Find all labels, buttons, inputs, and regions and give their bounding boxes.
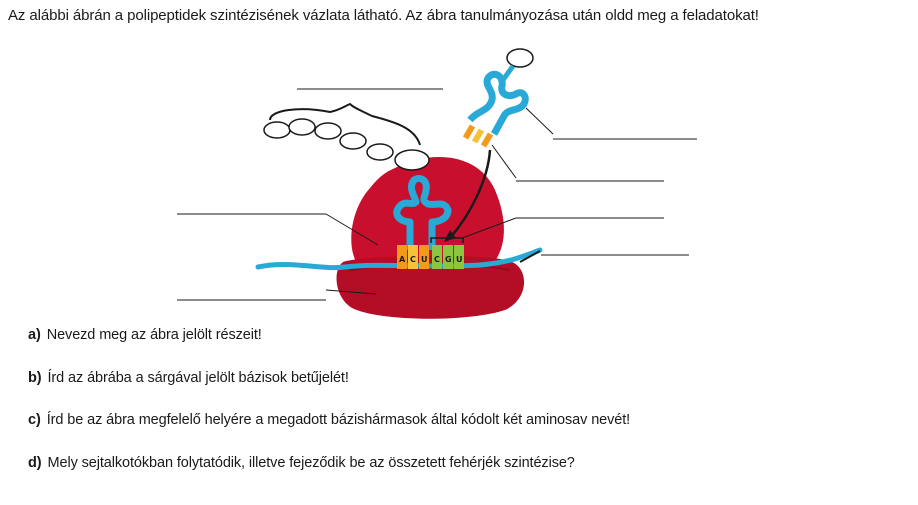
question-b: b) Írd az ábrába a sárgával jelölt bázisok betűjelét! <box>28 370 349 386</box>
codon-left <box>397 245 429 269</box>
incoming-trna <box>463 49 533 148</box>
question-c: c) Írd be az ábra megfelelő helyére a megadott bázishármasok által kódolt két aminosav nevét! <box>28 412 631 428</box>
codon-right-base-3: U <box>456 255 463 264</box>
codon-left-base-1: A <box>399 255 406 264</box>
codon-right <box>432 245 464 269</box>
codon-right-base-2: G <box>445 255 452 264</box>
codon-left-base-2: C <box>410 255 416 264</box>
codon-right-base-1: C <box>434 255 440 264</box>
intro-text: Az alábbi ábrán a polipeptidek szintézisének vázlata látható. Az ábra tanulmányozása után oldd meg a feladatokat! <box>8 7 759 24</box>
codon-left-base-3: U <box>421 255 428 264</box>
question-d: d) Mely sejtalkotókban folytatódik, illetve fejeződik be az összetett fehérjék szintézise? <box>28 455 575 471</box>
question-a: a) Nevezd meg az ábra jelölt részeit! <box>28 327 262 343</box>
